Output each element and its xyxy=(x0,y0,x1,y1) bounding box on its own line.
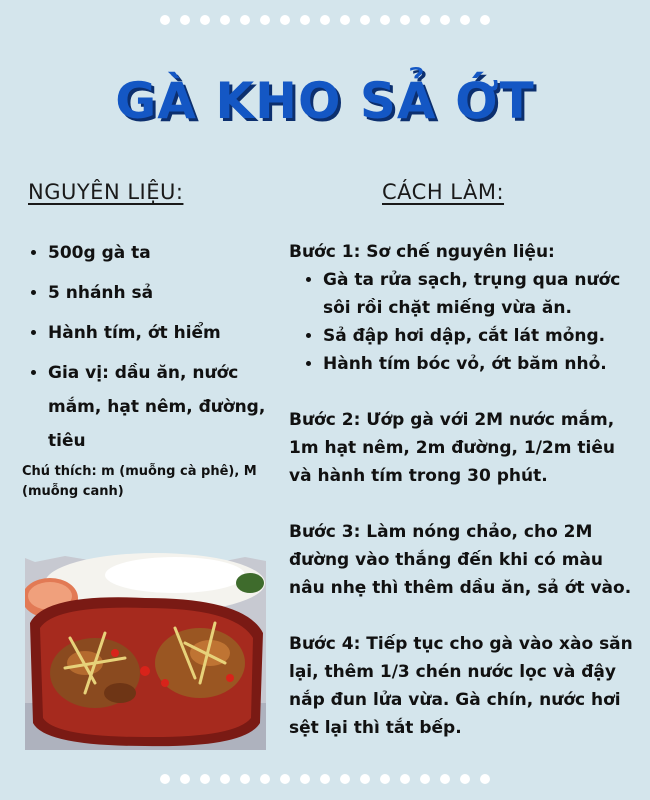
step-2 xyxy=(289,406,639,490)
dish-photo xyxy=(25,553,266,750)
ingredients-list xyxy=(22,236,278,464)
method-steps xyxy=(289,238,639,770)
step-3 xyxy=(289,518,639,602)
step-4 xyxy=(289,630,639,742)
ingredient-item: • 500g gà ta xyxy=(48,236,278,270)
ingredient-item: • Gia vị: dầu ăn, nước mắm, hạt nêm, đường, tiêu xyxy=(48,356,278,458)
top-dot-border xyxy=(0,15,650,29)
bottom-dot-border xyxy=(0,774,650,788)
measurement-note: Chú thích: m (muỗng cà phê), M (muỗng canh) xyxy=(22,464,257,499)
method-heading: CÁCH LÀM: xyxy=(382,180,505,204)
step-subitem: • Gà ta rửa sạch, trụng qua nước sôi rồi chặt miếng vừa ăn. xyxy=(323,266,639,322)
step-text: Bước 3: Làm nóng chảo, cho 2M đường vào thắng đến khi có màu nâu nhẹ thì thêm dầu ăn, sả ớt vào. xyxy=(289,522,632,598)
step-subitem: • Hành tím bóc vỏ, ớt băm nhỏ. xyxy=(323,350,639,378)
step-text: Bước 1: Sơ chế nguyên liệu: xyxy=(289,242,555,262)
ingredient-item: • Hành tím, ớt hiểm xyxy=(48,316,278,350)
ingredients-heading: NGUYÊN LIỆU: xyxy=(28,180,184,204)
ingredient-item: • 5 nhánh sả xyxy=(48,276,278,310)
recipe-title: GÀ KHO SẢ ỚT xyxy=(115,72,535,130)
dish-illustration xyxy=(25,553,266,750)
step-sublist xyxy=(289,266,639,378)
step-text: Bước 4: Tiếp tục cho gà vào xào săn lại, thêm 1/3 chén nước lọc và đậy nắp đun lửa vừa. Gà chín, nước hơi sệt lại thì tắt bếp. xyxy=(289,634,633,738)
step-text: Bước 2: Ướp gà với 2M nước mắm, 1m hạt nêm, 2m đường, 1/2m tiêu và hành tím trong 30 phút. xyxy=(289,410,615,486)
step-1 xyxy=(289,238,639,378)
step-subitem: • Sả đập hơi dập, cắt lát mỏng. xyxy=(323,322,639,350)
